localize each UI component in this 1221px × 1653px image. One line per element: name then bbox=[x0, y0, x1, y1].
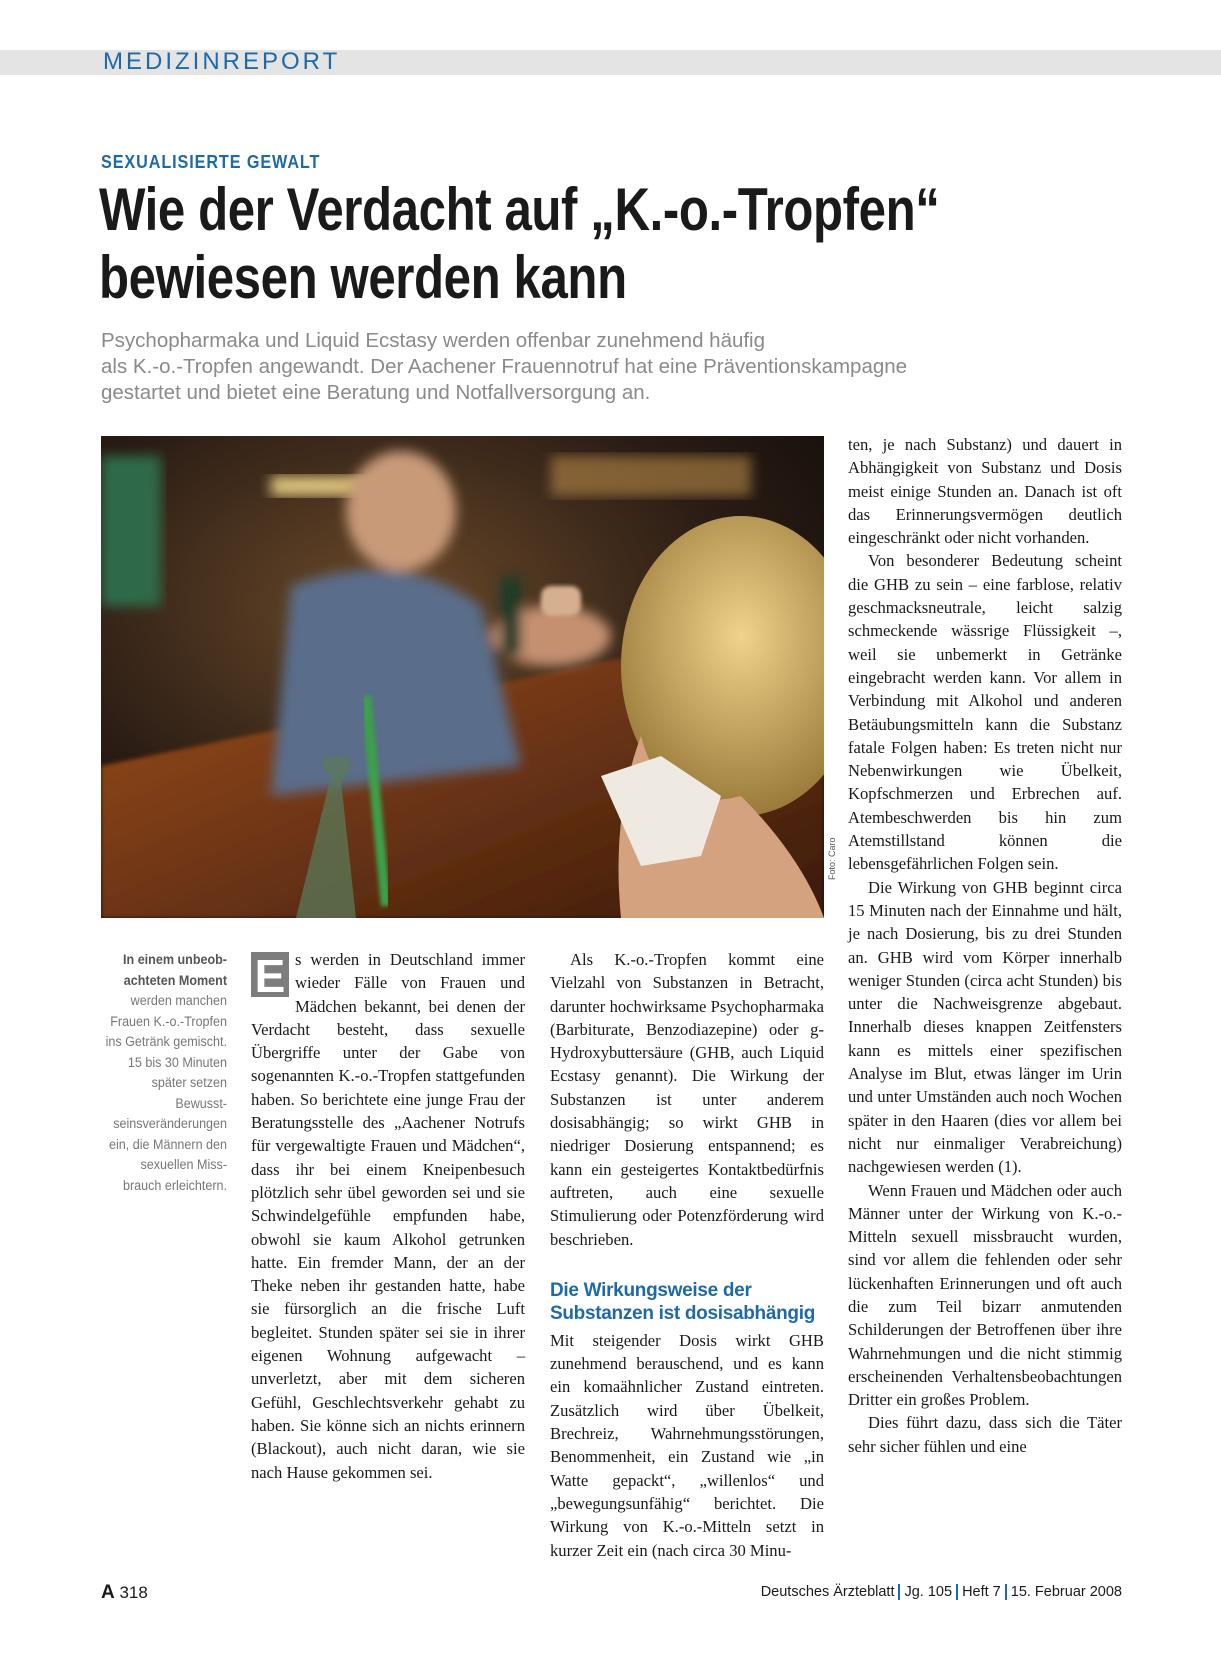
journal-volume: Jg. 105 bbox=[904, 1584, 953, 1600]
text-column-2 bbox=[550, 948, 824, 1562]
photo-credit: Foto: Caro bbox=[827, 837, 837, 880]
caption-bold: In einem unbeob-achteten Moment bbox=[123, 952, 227, 988]
text-column-1 bbox=[251, 948, 525, 1484]
lead-line-2: als K.-o.-Tropfen angewandt. Der Aachener Frauennotruf hat eine Präventionskampagne bbox=[101, 355, 908, 378]
bar-scene-illustration bbox=[101, 436, 824, 918]
lead-line-3: gestartet und bietet eine Beratung und Notfallversorgung an. bbox=[101, 381, 651, 404]
article-lead bbox=[101, 328, 1061, 406]
paragraph: Als K.-o.-Tropfen kommt eine Vielzahl von Substanzen in Betracht, darunter hochwirksame Psychopharmaka (Barbiturate, Benzodiazepine) oder g-Hydroxybuttersäure (GHB, auch Liquid Ecstasy genannt). Die Wirkung der Substanzen ist unter anderem dosisabhängig; so wirkt GHB in niedriger Dosierung entspannend; es kann ein gesteigertes Kontaktbedürfnis auftreten, auch eine sexuelle Stimulierung oder Potenzförderung wird beschrieben. bbox=[550, 950, 824, 1249]
divider bbox=[898, 1584, 900, 1600]
paragraph: Wenn Frauen und Mädchen oder auch Männer unter der Wirkung von K.-o.-Mitteln sexuell missbraucht wurden, sind vor allem die fehlenden oder sehr lückenhaften Erinnerungen und oft auch die zum Teil bizarr anmutenden Schilderungen der Betroffenen über ihre Wahrnehmungen und die nicht stimmig erscheinenden Verhaltensbeobachtungen Dritter ein großes Problem. bbox=[848, 1180, 1122, 1410]
paragraph: Die Wirkung von GHB beginnt circa 15 Minuten nach der Einnahme und hält, je nach Dosierung, bis zu drei Stunden an. GHB wird vom Körper innerhalb weniger Stunden (circa acht Stunden) bis unter die Nachweisgrenze abgebaut. Innerhalb dieses knappen Zeitfensters kann es mittels einer spezifischen Analyse im Blut, etwas länger im Urin und unter Umständen auch noch Wochen später in den Haaren (dies vor allem bei nicht nur einmaliger Verabreichung) nachgewiesen werden (1). bbox=[848, 877, 1122, 1177]
article-photo bbox=[101, 436, 824, 918]
journal-name: Deutsches Ärzteblatt bbox=[760, 1584, 895, 1600]
journal-date: 15. Februar 2008 bbox=[1010, 1584, 1122, 1600]
photo-caption bbox=[104, 950, 227, 1196]
caption-text: werden manchen Frauen K.-o.-Tropfen ins Getränk gemischt. 15 bis 30 Minuten später setzen Bewusst-seinsveränderungen ein, die Männern den sexuellen Miss-brauch erleichtern. bbox=[105, 993, 227, 1193]
paragraph: Mit steigender Dosis wirkt GHB zunehmend berauschend, und es kann ein komaähnlicher Zustand eintreten. Zusätzlich wird über Übelkeit, Brechreiz, Wahrnehmungsstörungen, Benommenheit, ein Zustand wie „in Watte gepackt“, „willenlos“ und „bewegungsunfähig“ berichtet. Die Wirkung von K.-o.-Mitteln setzt in kurzer Zeit ein (nach circa 30 Minu- bbox=[550, 1330, 824, 1560]
lead-line-1: Psychopharmaka und Liquid Ecstasy werden offenbar zunehmend häufig bbox=[101, 329, 766, 352]
title-line-2: bewiesen werden kann bbox=[99, 244, 627, 311]
drop-cap: E bbox=[251, 952, 289, 997]
paragraph: Dies führt dazu, dass sich die Täter sehr sicher fühlen und eine bbox=[848, 1413, 1122, 1456]
paragraph: ten, je nach Substanz) und dauert in Abhängigkeit von Substanz und Dosis meist einige Stunden an. Danach ist oft das Erinnerungsvermögen deutlich eingeschränkt oder nicht vorhanden. bbox=[848, 435, 1122, 548]
page-prefix: A bbox=[101, 1582, 115, 1603]
page-number-value: 318 bbox=[119, 1583, 148, 1602]
page-number bbox=[101, 1582, 148, 1604]
text-column-3 bbox=[848, 433, 1122, 1458]
divider bbox=[956, 1584, 958, 1600]
divider bbox=[1005, 1584, 1007, 1600]
section-label: MEDIZINREPORT bbox=[103, 48, 341, 75]
paragraph-text: s werden in Deutschland immer wieder Fälle von Frauen und Mädchen bekannt, bei denen der Verdacht besteht, dass sexuelle Übergriffe unter der Gabe von sogenannten K.-o.-Tropfen stattgefunden haben. So berichtete eine junge Frau der Beratungsstelle des „Aachener Notrufs für vergewaltigte Frauen und Mädchen“, dass ihr bei einem Kneipenbesuch plötzlich sehr übel geworden sei und sie Schwindelgefühle empfunden habe, obwohl sie kaum Alkohol getrunken hatte. Ein fremder Mann, der an der Theke neben ihr gestanden hatte, habe sie fürsorglich an die frische Luft begleitet. Stunden später sei sie in ihrer eigenen Wohnung aufgewacht – unverletzt, aber mit dem sicheren Gefühl, Geschlechtsverkehr gehabt zu haben. Sie könne sich an nichts erinnern (Blackout), auch nicht daran, wie sie nach Hause gekommen sei. bbox=[251, 950, 525, 1482]
title-line-1: Wie der Verdacht auf „K.-o.-Tropfen“ bbox=[99, 176, 940, 243]
journal-issue: Heft 7 bbox=[962, 1584, 1001, 1600]
article-title bbox=[99, 176, 940, 312]
subheading: Die Wirkungsweise der Substanzen ist dosisabhängig bbox=[550, 1279, 816, 1324]
article-kicker: SEXUALISIERTE GEWALT bbox=[101, 152, 321, 172]
journal-info bbox=[761, 1584, 1122, 1600]
paragraph: Von besonderer Bedeutung scheint die GHB zu sein – eine farblose, relativ geschmacksneutrale, leicht salzig schmeckende wässrige Flüssigkeit –, weil sie unbemerkt in Getränke eingebracht werden kann. Vor allem in Verbindung mit Alkohol und anderen Betäubungsmitteln kann die Substanz fatale Folgen haben: Es treten nicht nur Nebenwirkungen wie Übelkeit, Kopfschmerzen und Erbrechen auf. Atembeschwerden bis hin zum Atemstillstand können die lebensgefährlichen Folgen sein. bbox=[848, 551, 1122, 874]
paragraph bbox=[251, 948, 525, 1484]
